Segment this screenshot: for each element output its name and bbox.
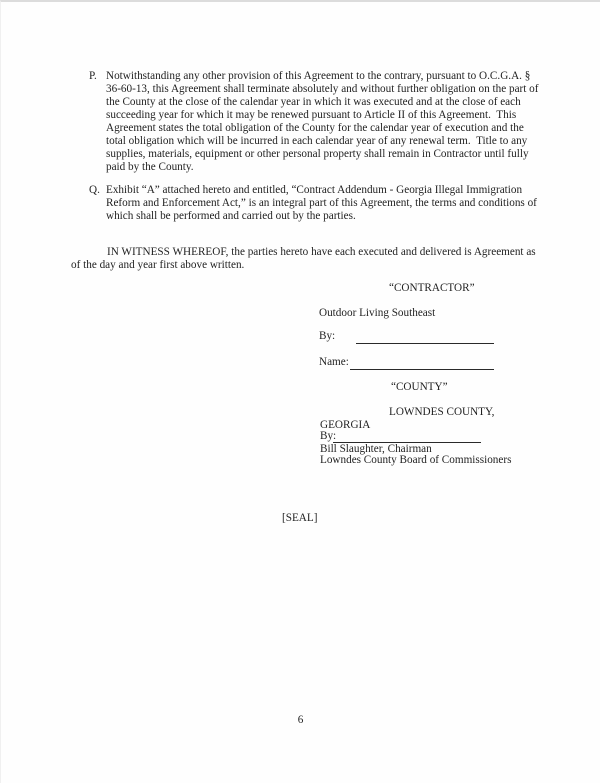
text-line: IN WITNESS WHEREOF, the parties hereto have each executed and delivered is Agreement as: [107, 246, 536, 258]
contractor-heading: “CONTRACTOR”: [389, 282, 475, 294]
text-line: Notwithstanding any other provision of this Agreement to the contrary, pursuant to O.C.G.A. §: [106, 70, 531, 82]
paragraph-p-label: P.: [89, 70, 97, 82]
county-by-label: By:: [320, 430, 337, 442]
paragraph-q: [89, 184, 537, 223]
text-line: Reform and Enforcement Act,” is an integral part of this Agreement, the terms and conditions of: [106, 197, 537, 209]
county-heading: “COUNTY”: [391, 381, 448, 393]
contractor-company: Outdoor Living Southeast: [319, 307, 436, 319]
witness-clause: [71, 246, 536, 272]
paragraph-q-label: Q.: [89, 184, 100, 196]
county-signatory-title: Lowndes County Board of Commissioners: [320, 454, 512, 466]
text-line: succeeding year for which it may be renewed pursuant to Article II of this Agreement. This: [106, 109, 517, 121]
page-number: 6: [297, 714, 304, 726]
county-state: GEORGIA: [320, 419, 371, 431]
text-line: of the day and year first above written.: [71, 259, 245, 271]
contractor-by-label: By:: [319, 330, 336, 342]
contractor-by-signature-line: [356, 343, 494, 344]
paragraph-p: [89, 70, 539, 174]
text-line: which shall be performed and carried out by the parties.: [106, 210, 356, 222]
text-line: Exhibit “A” attached hereto and entitled, “Contract Addendum - Georgia Illegal Immigration: [106, 184, 523, 196]
seal-label: [SEAL]: [282, 512, 318, 524]
county-signatory: Bill Slaughter, Chairman: [320, 443, 432, 455]
contractor-name-label: Name:: [319, 356, 349, 368]
contractor-name-signature-line: [350, 369, 494, 370]
text-line: supplies, materials, equipment or other personal property shall remain in Contractor until fully: [106, 148, 529, 160]
text-line: Agreement states the total obligation of the County for the calendar year of execution and the: [106, 122, 524, 134]
county-name: LOWNDES COUNTY,: [389, 406, 495, 418]
text-line: 36-60-13, this Agreement shall terminate absolutely and without further obligation on the part of: [106, 83, 539, 95]
text-line: paid by the County.: [106, 161, 194, 173]
text-line: the County at the close of the calendar year in which it was executed and at the close of each: [106, 96, 521, 108]
text-line: total obligation which will be incurred in each calendar year of any renewal term. Title to any: [106, 135, 528, 147]
